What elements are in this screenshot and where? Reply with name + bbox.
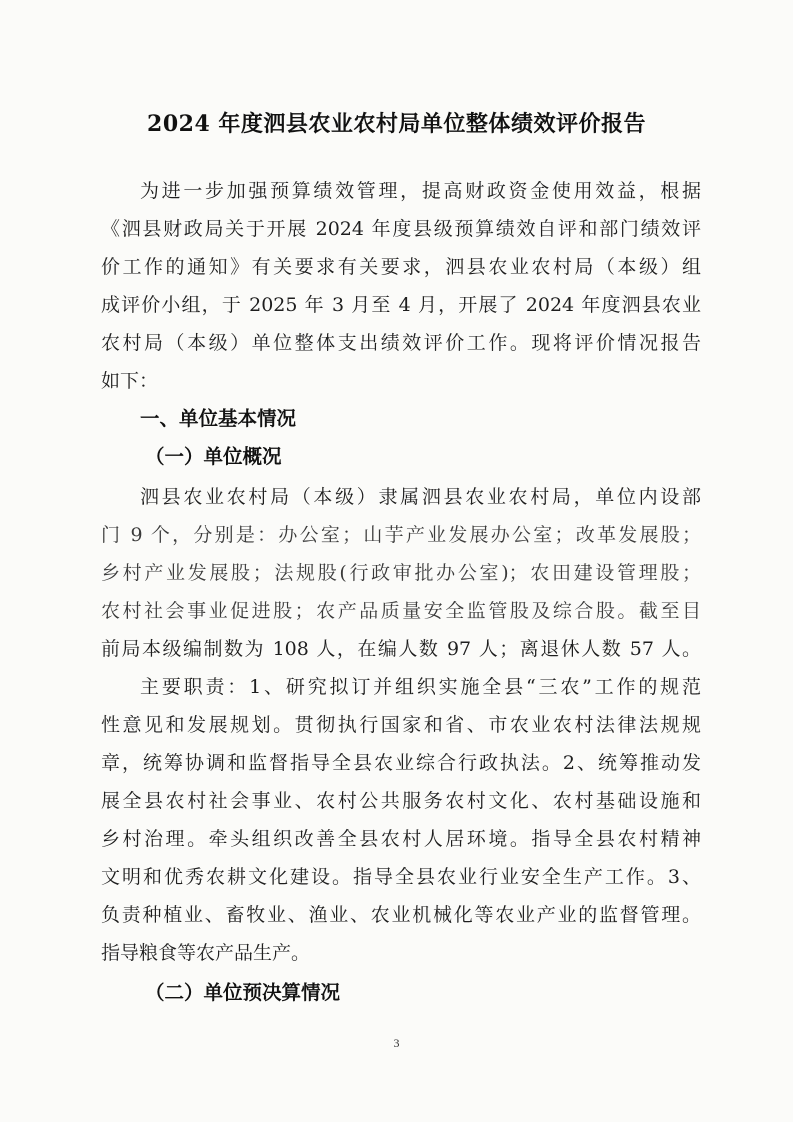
overview-line-1: 泗县农业农村局（本级）隶属泗县农业农村局，单位内设部 xyxy=(140,486,701,508)
overview-line-4: 农村社会事业促进股；农产品质量安全监管股及综合股。截至目 xyxy=(101,600,701,622)
duties-line-7: 负责种植业、畜牧业、渔业、农业机械化等农业产业的监督管理。 xyxy=(101,904,701,926)
intro-line-2: 《泗县财政局关于开展 2024 年度县级预算绩效自评和部门绩效评 xyxy=(101,218,701,240)
subsection-heading-budget: （二）单位预决算情况 xyxy=(145,981,341,1004)
duties-line-3: 章，统筹协调和监督指导全县农业综合行政执法。2、统筹推动发 xyxy=(101,752,701,774)
intro-line-3: 价工作的通知》有关要求有关要求，泗县农业农村局（本级）组 xyxy=(101,256,701,278)
subsection-heading-overview: （一）单位概况 xyxy=(145,445,282,468)
duties-line-4: 展全县农村社会事业、农村公共服务农村文化、农村基础设施和 xyxy=(101,790,701,812)
duties-line-2: 性意见和发展规划。贯彻执行国家和省、市农业农村法律法规规 xyxy=(101,714,701,736)
overview-line-2: 门 9 个，分别是：办公室；山芋产业发展办公室；改革发展股； xyxy=(101,524,701,546)
intro-line-4: 成评价小组，于 2025 年 3 月至 4 月，开展了 2024 年度泗县农业 xyxy=(101,294,701,316)
duties-line-5: 乡村治理。牵头组织改善全县农村人居环境。指导全县农村精神 xyxy=(101,828,701,850)
duties-line-1: 主要职责：1、研究拟订并组织实施全县“三农”工作的规范 xyxy=(140,676,701,698)
intro-line-6: 如下： xyxy=(101,370,159,392)
intro-line-5: 农村局（本级）单位整体支出绩效评价工作。现将评价情况报告 xyxy=(101,332,701,354)
page-number: 3 xyxy=(393,1036,400,1050)
duties-line-8: 指导粮食等农产品生产。 xyxy=(101,942,311,964)
overview-line-3: 乡村产业发展股；法规股(行政审批办公室)；农田建设管理股； xyxy=(101,562,701,584)
section-heading-basic-info: 一、单位基本情况 xyxy=(140,407,297,430)
intro-line-1: 为进一步加强预算绩效管理，提高财政资金使用效益，根据 xyxy=(140,180,701,202)
duties-line-6: 文明和优秀农耕文化建设。指导全县农业行业安全生产工作。3、 xyxy=(101,866,701,888)
document-title: 2024 年度泗县农业农村局单位整体绩效评价报告 xyxy=(147,111,646,137)
overview-line-5: 前局本级编制数为 108 人，在编人数 97 人；离退休人数 57 人。 xyxy=(101,638,701,660)
